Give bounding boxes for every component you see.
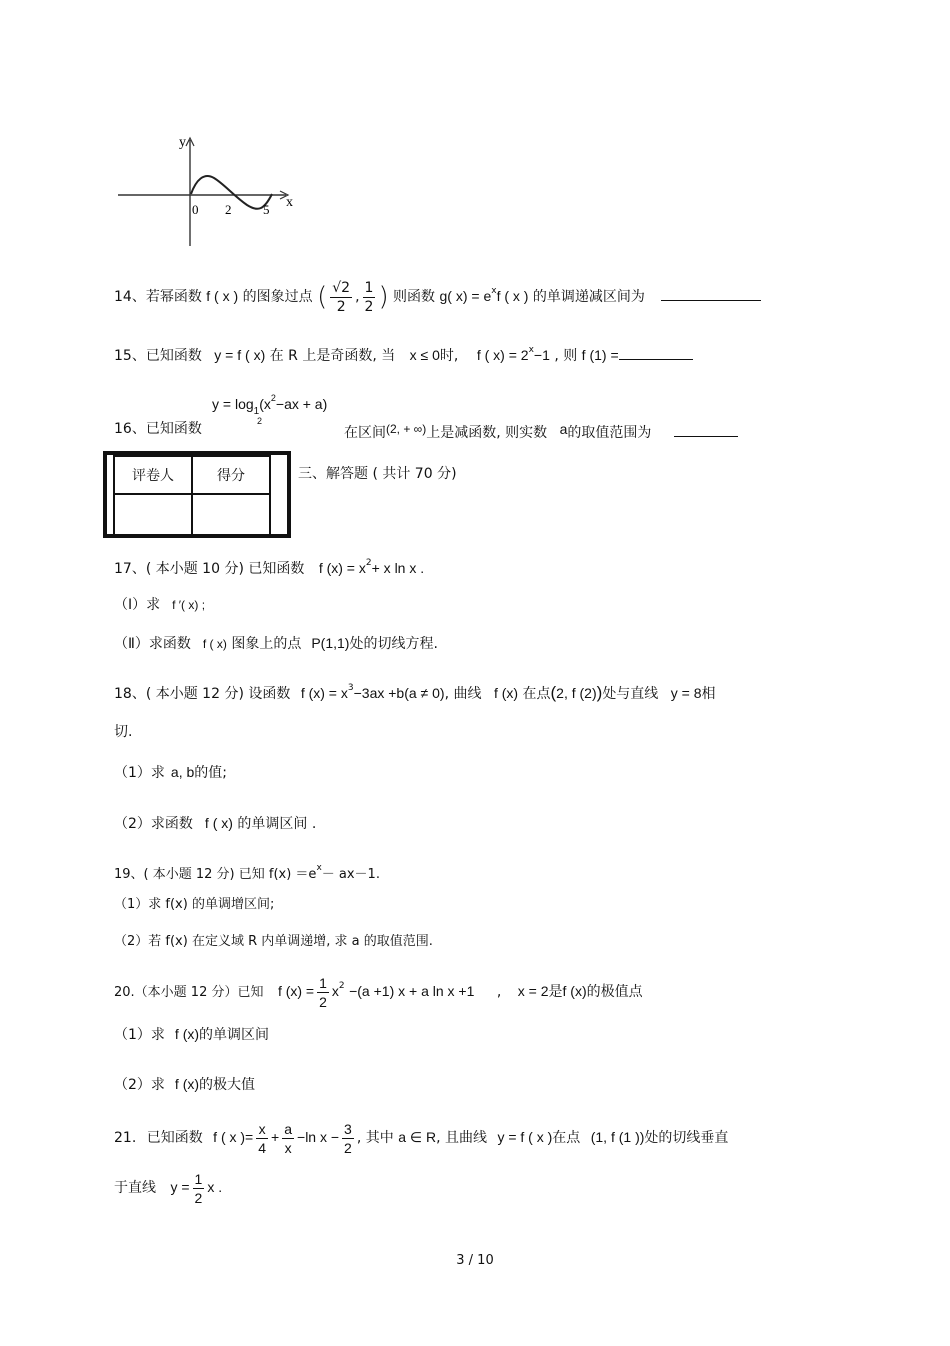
page-number: 3 / 10 (456, 1253, 494, 1268)
question-19-part-1: （1）求 f(x) 的单调增区间; (114, 897, 275, 912)
question-18-cont: 切. (114, 724, 133, 740)
score-header: 得分 (192, 456, 270, 494)
question-21: 21. 已知函数 f ( x )= $\frac{x}{4}$ + $\frac{a}{x}$ −ln x − $\frac{3}{2}$ , 其中 a ∈ R, 且曲线 y = f ( x )在点 (1, f (1 ))处的切线垂直 (114, 1120, 729, 1156)
question-16: 16、已知函数 (114, 421, 202, 437)
tick-2: 2 (225, 202, 232, 217)
answer-blank-15[interactable] (619, 345, 693, 360)
question-20-part-2: （2）求 f (x)的极大值 (114, 1076, 256, 1093)
question-19: 19、( 本小题 12 分) 已知 $f(x) =e^x- ax-1$. (114, 863, 380, 882)
question-16-rest: 在区间(2, + ∞)上是减函数, 则实数 a的取值范围为 (344, 419, 738, 443)
question-15: 15、已知函数 y = f ( x) 在 R 上是奇函数, 当 x ≤ 0时, f ( $x) = 2^x-1$ , 则 f (1) = (114, 340, 693, 366)
tick-0: 0 (192, 202, 199, 217)
y-label: y (179, 135, 186, 150)
q16-formula: $y = \log_1(x^2-ax + a)$ (212, 393, 328, 417)
score-cell[interactable] (192, 494, 270, 536)
answer-blank-14[interactable] (661, 286, 761, 301)
grader-header: 评卷人 (114, 456, 192, 494)
x-label: x (286, 195, 293, 210)
question-17: 17、( 本小题 10 分) 已知函数 f $(x) = x^2+ x$ ln x . (114, 558, 425, 577)
answer-blank-16[interactable] (674, 422, 738, 437)
question-17-part-2: （Ⅱ）求函数 f ( x) 图象上的点 P(1,1)处的切线方程. (114, 635, 438, 652)
q16-formula-subscript: 2 (257, 416, 263, 426)
question-18: 18、( 本小题 12 分) 设函数 f $(x) = x^3-3ax +b(a \ne 0)$, 曲线 f (x) 在点(2, f (2))处与直线 y = 8相 (114, 683, 716, 702)
grader-cell[interactable] (114, 494, 192, 536)
question-14: 14、若幂函数 f ( x ) 的图象过点 ( $\frac{√2}{2}$ , $\frac{1}{2}$ ) 则函数 g( $x) = e^xf$ ( x ) 的单调递减区间为 (114, 272, 761, 316)
curve (191, 176, 272, 209)
score-table (103, 451, 291, 538)
question-19-part-2: （2）若 f(x) 在定义域 R 内单调递增, 求 a 的取值范围. (114, 934, 433, 949)
question-18-part-1: （1）求 a, b的值; (114, 764, 227, 781)
question-17-part-1: （Ⅰ）求 f ′( x) ; (114, 597, 206, 613)
question-20-part-1: （1）求 f (x)的单调区间 (114, 1026, 270, 1043)
question-20: 20.（本小题 12 分）已知 f (x) = $\frac{1}{2}$ $x^2 -(a +1) x + a$ ln x +1 , x = 2是f (x)的极值点 (114, 974, 643, 1010)
tick-5: 5 (263, 202, 270, 217)
question-21-cont: 于直线 y = $\frac{1}{2}$ x . (114, 1170, 223, 1206)
section-3-title: 三、解答题 ( 共计 70 分) (298, 466, 457, 482)
function-graph (112, 128, 302, 250)
question-18-part-2: （2）求函数 f ( x) 的单调区间 . (114, 815, 317, 832)
